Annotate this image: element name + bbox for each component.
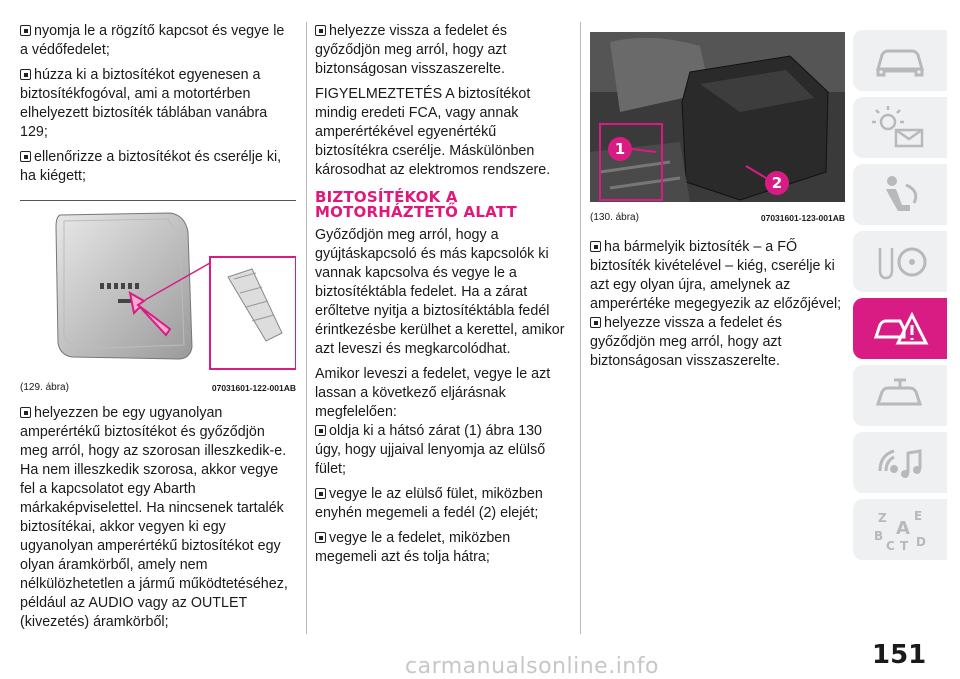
- chapter-sidebar: [853, 30, 947, 566]
- bullet-icon: [315, 25, 326, 36]
- figure-129: [20, 207, 296, 394]
- svg-text:D: D: [916, 534, 926, 549]
- callout-1: 1: [614, 140, 626, 158]
- list-item: helyezze vissza a fedelet és győződjön meg arról, hogy azt biztonságosan visszaszerelte.: [590, 315, 783, 369]
- bullet-icon: [315, 532, 326, 543]
- emergency-icon: [870, 307, 930, 351]
- index-icon: [870, 508, 930, 552]
- multimedia-icon: [870, 441, 930, 485]
- sidebar-tab-warnings[interactable]: [853, 97, 947, 158]
- list-item: helyezze vissza a fedelet és győződjön meg arról, hogy azt biztonságosan visszaszerelte.: [315, 23, 508, 77]
- figure-caption: (129. ábra) 07031601-122-001AB: [20, 382, 296, 393]
- bullet-icon: [590, 241, 601, 252]
- sidebar-tab-maintenance[interactable]: [853, 365, 947, 426]
- column-divider: [580, 22, 581, 634]
- list-item: húzza ki a biztosítékot egyenesen a biztosítékfogóval, ami a motortérben elhelyezett biztosíték táblában vanábra 129;: [20, 67, 268, 140]
- list-item: vegye le az elülső fület, miközben enyhén megemeli a fedél (2) elejét;: [315, 486, 543, 521]
- sidebar-tab-index[interactable]: [853, 499, 947, 560]
- warning-lights-icon: [870, 106, 930, 150]
- bullet-icon: [20, 151, 31, 162]
- column-1: [20, 22, 296, 638]
- sidebar-tab-emergency[interactable]: [853, 298, 947, 359]
- divider: [20, 200, 296, 201]
- column-divider: [306, 22, 307, 634]
- sidebar-tab-multimedia[interactable]: [853, 432, 947, 493]
- bullet-icon: [315, 488, 326, 499]
- engine-bay-photo: [590, 32, 845, 202]
- svg-text:C: C: [886, 538, 895, 552]
- car-dashboard-icon: [870, 39, 930, 83]
- bullet-icon: [590, 317, 601, 328]
- svg-text:T: T: [900, 538, 909, 552]
- svg-text:E: E: [914, 508, 923, 523]
- svg-text:Z: Z: [878, 510, 887, 525]
- list-item: helyezzen be egy ugyanolyan amperértékű biztosítékot és győződjön meg arról, hogy az szorosan illeszkedik-e. Ha nem illeszkedik szorosa, akkor vegye fel a kapcsolatot egy Abarth márkaképviselettel. Ha nincsenek tartalék biztosítékai, akkor vegyen ki egy ugyanolyan amperértékű biztosítékot egy olyan áramkörből, amely nem nélkülözhetetlen a jármű működtetéséhez, például az AUDIO vagy az OUTLET (kivezetés) áramkörből;: [20, 405, 288, 630]
- bullet-icon: [20, 69, 31, 80]
- section-heading: BIZTOSÍTÉKOK A MOTORHÁZTETŐ ALATT: [315, 188, 517, 221]
- sidebar-tab-driving[interactable]: [853, 231, 947, 292]
- figure-caption: (130. ábra) 07031601-123-001AB: [590, 212, 845, 223]
- list-item: vegye le a fedelet, miközben megemeli azt és tolja hátra;: [315, 530, 511, 565]
- driving-steering-icon: [870, 240, 930, 284]
- svg-text:A: A: [896, 517, 910, 539]
- svg-text:B: B: [874, 528, 884, 543]
- watermark: carmanualsonline.info: [405, 654, 659, 679]
- seat-airbag-icon: [870, 173, 930, 217]
- bullet-icon: [20, 407, 31, 418]
- page-number: 151: [872, 640, 927, 670]
- paragraph: Győződjön meg arról, hogy a gyújtáskapcsoló és más kapcsolók ki vannak kapcsolva és vegye le a biztosítéktábla fedelet. Ha a zárat erőltetve nyitja a biztosítéktábla fedél érintkezésbe kerülhet a kerettel, amikor azt leveszi és megkarcolódhat.: [315, 227, 565, 357]
- paragraph: Amikor leveszi a fedelet, vegye le azt lassan a következő eljárásnak megfelelően:: [315, 366, 551, 420]
- list-item: ha bármelyik biztosíték – a FŐ biztosíték kivételével – kiég, cserélje ki azt egy olyan újra, amelynek az amperértéke megegyezik az előzőjével;: [590, 239, 842, 312]
- list-item: nyomja le a rögzítő kapcsot és vegye le a védőfedelet;: [20, 23, 285, 58]
- sidebar-tab-car[interactable]: [853, 30, 947, 91]
- column-2: [315, 22, 570, 573]
- fuse-box-illustration: [20, 207, 296, 372]
- list-item: ellenőrizze a biztosítékot és cserélje ki, ha kiégett;: [20, 149, 282, 184]
- warning-text: FIGYELMEZTETÉS A biztosítékot mindig eredeti FCA, vagy annak amperértékével egyenértékű biztosítékra cserélje. Máskülönben károsodhat az elektromos rendszere.: [315, 86, 551, 178]
- callout-2: 2: [771, 174, 783, 192]
- bullet-icon: [20, 25, 31, 36]
- list-item: oldja ki a hátsó zárat (1) ábra 130 úgy, hogy ujjaival lenyomja az elülső fület;: [315, 423, 546, 477]
- figure-130: [590, 32, 845, 224]
- bullet-icon: [315, 425, 326, 436]
- maintenance-icon: [870, 374, 930, 418]
- column-3: [590, 32, 845, 377]
- sidebar-tab-safety[interactable]: [853, 164, 947, 225]
